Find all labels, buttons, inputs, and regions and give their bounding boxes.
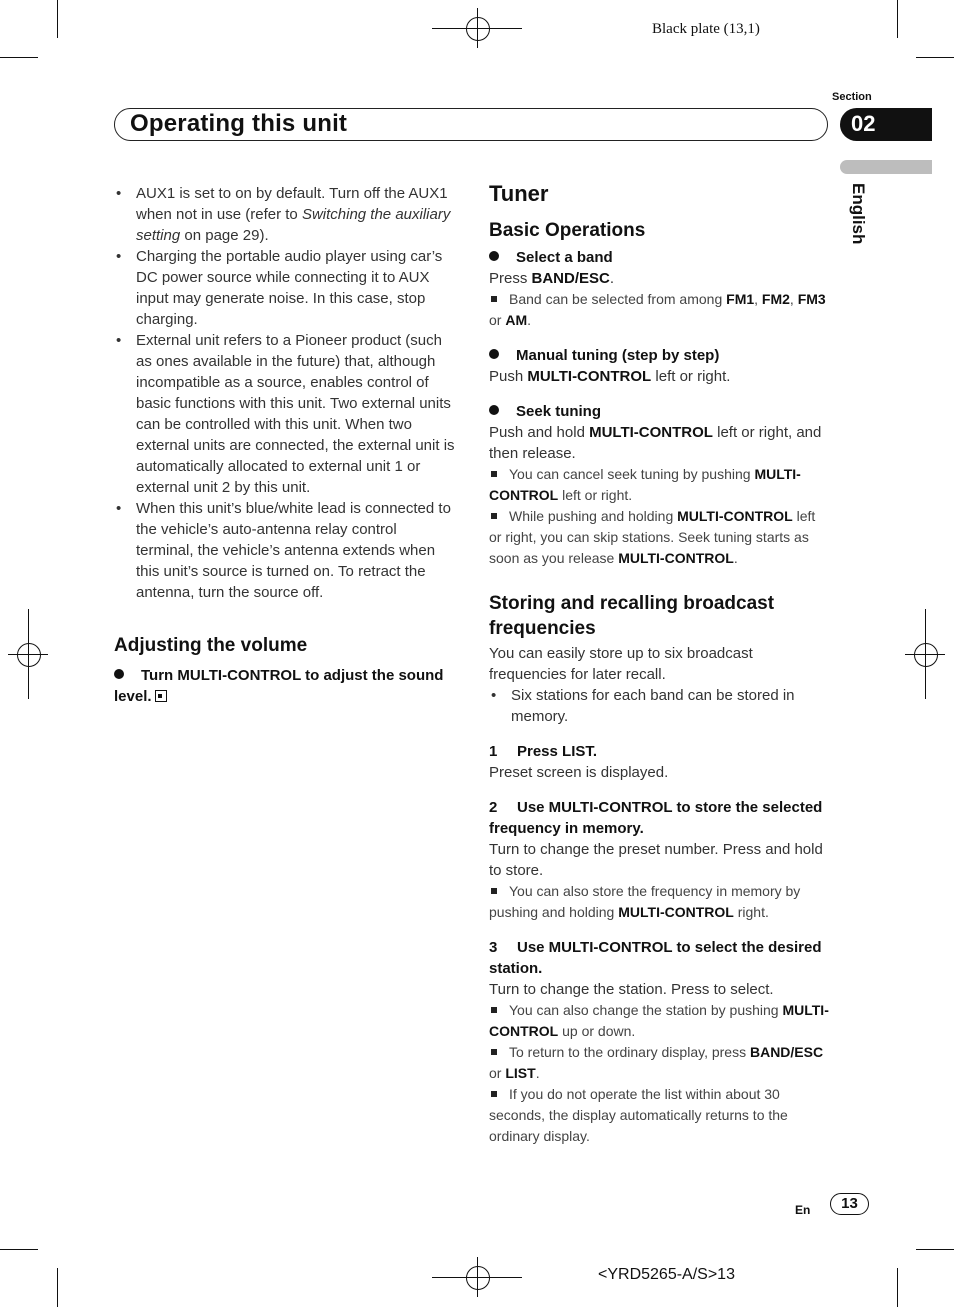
crop-mark <box>916 57 954 58</box>
left-column <box>114 183 456 707</box>
note-square-icon <box>491 296 497 302</box>
cross-reference: Switching the auxiliary setting <box>136 206 451 244</box>
volume-step: Turn MULTI-CONTROL to adjust the sound level. <box>114 667 444 705</box>
list-item: • When this unit’s blue/white lead is connected to the vehicle’s auto-antenna relay control terminal, the vehicle’s antenna extends when this unit’s source is turned on. To retract the antenna, turn the source off. <box>114 498 456 603</box>
right-column <box>489 181 831 1147</box>
crop-mark <box>57 1268 58 1307</box>
crop-mark <box>916 1249 954 1250</box>
note-square-icon <box>491 1049 497 1055</box>
page-language: En <box>795 1203 811 1217</box>
crop-mark <box>897 0 898 38</box>
tuner-heading: Tuner <box>489 181 549 206</box>
list-item: • External unit refers to a Pioneer product (such as ones available in the future) that, although incompatible as a source, enables control of basic functions with this unit. Two external units can be controlled with this unit. When two external units are connected, the external unit is automatically allocated to external unit 1 or external unit 2 by this unit. <box>114 330 456 498</box>
language-tab-bar <box>840 160 932 174</box>
step-3-note: If you do not operate the list within about 30 seconds, the display automatically returns to the ordinary display. <box>489 1086 788 1144</box>
step-1-title: 1 Press LIST. <box>489 743 598 760</box>
storing-list <box>489 685 831 727</box>
crop-mark <box>897 1268 898 1307</box>
step-3-body: Turn to change the station. Press to select. <box>489 981 774 998</box>
section-label: Section <box>832 91 872 103</box>
seek-tuning-body: Push and hold MULTI-CONTROL left or right, and then release. <box>489 424 822 462</box>
bullet-dot-icon <box>489 405 499 415</box>
step-1-body: Preset screen is displayed. <box>489 764 669 781</box>
list-item: • AUX1 is set to on by default. Turn off the AUX1 when not in use (refer to Switching the auxiliary setting on page 29). <box>114 183 456 246</box>
list-item: • Charging the portable audio player using car’s DC power source while connecting it to AUX input may generate noise. In this case, stop charging. <box>114 246 456 330</box>
seek-tuning-step: Seek tuning <box>489 401 831 422</box>
crop-mark <box>0 1249 38 1250</box>
select-band-step: Select a band <box>489 247 831 268</box>
select-band-body: Press BAND/ESC. <box>489 270 615 287</box>
crop-mark <box>57 0 58 38</box>
step-2-body: Turn to change the preset number. Press and hold to store. <box>489 841 823 879</box>
step-2-title: 2 Use MULTI-CONTROL to store the selected frequency in memory. <box>489 799 823 837</box>
bullet-dot-icon <box>489 349 499 359</box>
note-square-icon <box>491 1007 497 1013</box>
note-square-icon <box>491 471 497 477</box>
basic-operations-heading: Basic Operations <box>489 220 646 241</box>
bullet-dot-icon <box>114 669 124 679</box>
bullet-dot-icon <box>489 251 499 261</box>
storing-intro: You can easily store up to six broadcast frequencies for later recall. <box>489 645 753 683</box>
volume-heading: Adjusting the volume <box>114 635 308 656</box>
notes-list <box>114 183 456 603</box>
seek-tuning-note: You can cancel seek tuning by pushing MULTI-CONTROL left or right. <box>489 466 801 503</box>
plate-label: Black plate (13,1) <box>652 21 760 37</box>
manual-tuning-body: Push MULTI-CONTROL left or right. <box>489 368 731 385</box>
note-square-icon <box>491 888 497 894</box>
crop-mark <box>0 57 38 58</box>
section-number-tab <box>840 108 932 141</box>
note-square-icon <box>491 513 497 519</box>
step-3-title: 3 Use MULTI-CONTROL to select the desired station. <box>489 939 822 977</box>
manual-tuning-step: Manual tuning (step by step) <box>489 345 831 366</box>
list-item: • Six stations for each band can be stored in memory. <box>489 685 831 727</box>
step-3-note: You can also change the station by pushing MULTI-CONTROL up or down. <box>489 1002 829 1039</box>
end-mark-icon <box>155 690 167 702</box>
select-band-note: Band can be selected from among FM1, FM2, FM3 or AM. <box>489 291 826 328</box>
language-tab: English <box>849 183 868 245</box>
section-number: 02 <box>851 111 876 136</box>
seek-tuning-note: While pushing and holding MULTI-CONTROL left or right, you can skip stations. Seek tuning starts as soon as you release MULTI-CONTROL. <box>489 508 816 566</box>
page-number: 13 <box>830 1193 869 1215</box>
footer-code: <YRD5265-A/S>13 <box>598 1266 735 1283</box>
note-square-icon <box>491 1091 497 1097</box>
page-title: Operating this unit <box>130 110 348 137</box>
storing-heading: Storing and recalling broadcast frequencies <box>489 593 775 639</box>
step-3-note: To return to the ordinary display, press BAND/ESC or LIST. <box>489 1044 824 1081</box>
step-2-note: You can also store the frequency in memory by pushing and holding MULTI-CONTROL right. <box>489 883 801 920</box>
